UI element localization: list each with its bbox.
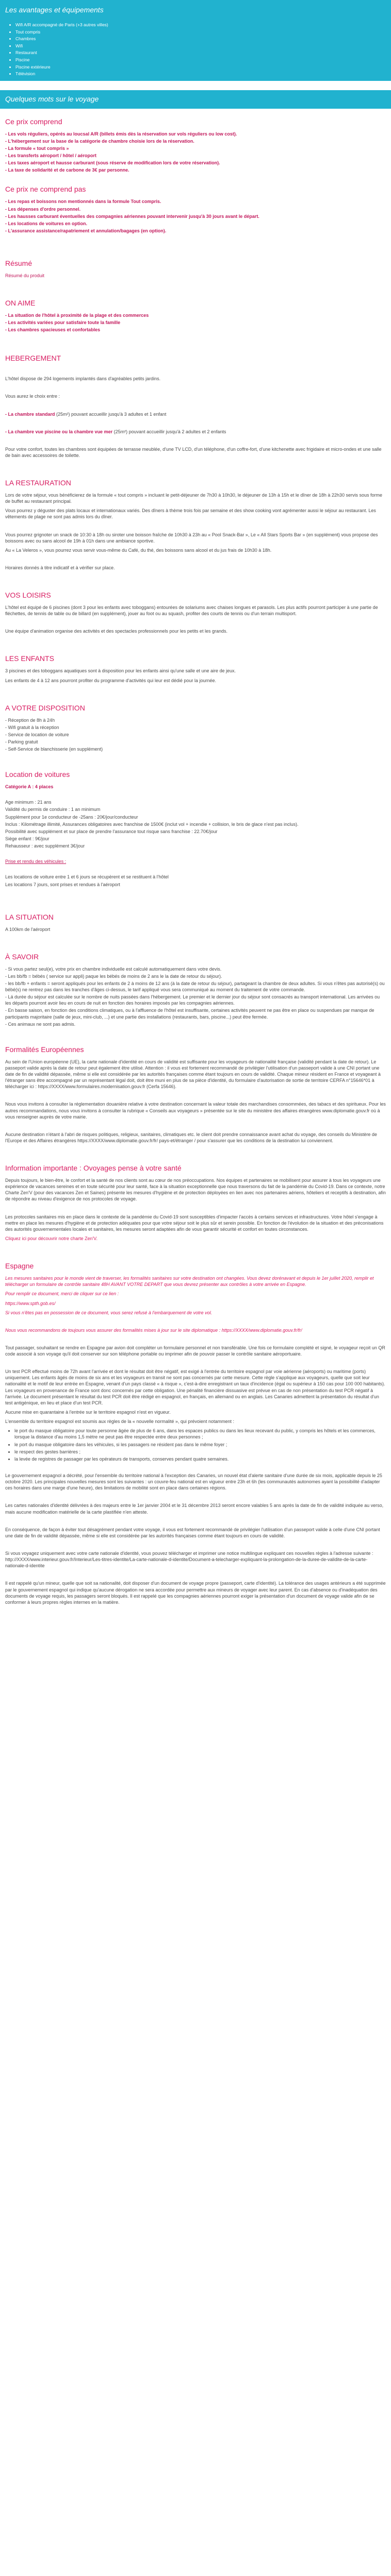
compris-item: - La taxe de solidarité et de carbone de 3€ par personne. [5,167,129,173]
formalites-p2: Nous vous invitons à consulter la réglementation douanière relative à votre destination concernant la valeur totale des marchandises consommées, des tabacs et des spiritueux. Pour les autres recommandations, nous vous invitons à consulter la rubrique « Conseils aux voyageurs » présentée sur le site du ministère des affaires étrangères www.diplomatie.gouv.fr où à vous renseigner auprès de votre mairie. [5,1101,386,1120]
location-line: Inclus : Kilométrage illimité, Assurances obligatoires avec franchise de 1500€ (inclut vol + incendie + collision, le bris de glace n'est pas inclus). [5,821,299,827]
noncompris-title: Ce prix ne comprend pas [5,185,86,194]
egypte-p6: Les cartes nationales d'identité délivrées à des majeurs entre le 1er janvier 2004 et le 31 décembre 2013 seront encore valables 5 ans après la date de fin de validité indiquée au verso, mais aucune modification matérielle de la carte plastifiée n'en atteste. [5,1503,384,1515]
egypte-bullet: • le port du masque obligatoire dans les véhicules, si les passagers ne résident pas dans le même foyer ; [14,1442,386,1448]
savoir-list [5,966,386,1027]
information-p2: Les protocoles sanitaires mis en place dans le contexte de la pandémie du Covid-19 sont susceptibles d'impacter l'accès à certains services et infrastructures. Votre hôtel s'engage à mettre en place les mesures d'hygiène et de protection adéquates pour que votre séjour soit le plus sûr et serein possible. En fonction de l'évolution de la situation et des préconisations des autorités gouvernementales locales et sanitaires, les mesures seront adaptées afin de vous garantir sécurité et confort en toutes circonstances. [5,1214,384,1232]
resume-title: Résumé [5,259,32,268]
egypte-p7: En conséquence, de façon à éviter tout désagrément pendant votre voyage, il vous est fortement recommandé de privilégier l'utilisation d'un passeport valide à celle d'une CNI portant une date de fin de validité dépassée, même si elle est considérée par les autorités françaises comme étant toujours en cours de validité. [5,1527,380,1538]
compris-list [5,131,386,174]
section-band-title: Quelques mots sur le voyage [5,95,99,104]
prevoir-item: - Réception de 8h à 24h [5,717,55,723]
noncompris-item: - Les dépenses d'ordre personnel. [5,206,81,212]
noncompris-item: - Les repas et boissons non mentionnés dans la formule Tout compris. [5,199,161,205]
location-line: Supplément pour 1e conducteur de -25ans : 20€/jour/conducteur [5,814,138,820]
egypte-warn1: Les mesures sanitaires pour le monde vient de traverser, les formalités sanitaires sur votre destination ont changées. Vous devez dorénavant et depuis le 1er juillet 2020, remplir et télécharger un formulaire de contrôle sanitaire 48H AVANT VOTRE DEPART que vous devrez présenter aux contrôles à votre arrivée en Espagne. [5,1276,374,1287]
location-pickup2: Les locations 7 jours, sont prises et rendues à l'aéroport [5,882,120,887]
onaime-title: ON AIME [5,299,36,308]
amenity-item: • Restaurant [15,49,386,57]
prevoir-item: - Wifi gratuit à la réception [5,724,59,730]
enfants-p2: Les enfants de 4 à 12 ans pourront profiter du programme d'activités qui leur est dédié pour la journée. [5,677,216,683]
formalites-p3: Aucune destination n'étant à l'abri de risques politiques, religieux, sanitaires, climatiques etc. le client doit prendre connaissance avant achat du voyage, des conseils du Ministère de l'Europe et des Affaires étrangères https://XXXX/www.diplomatie.gouv.fr/fr/ pays-et/étranger / pour s'assurer que les conditions de la destination lui conviennent. [5,1131,377,1144]
savoir-title: À SAVOIR [5,952,39,961]
loisirs-p1: L'hôtel est équipé de 6 piscines (dont 3 pour les enfants avec toboggans) entourées de solariums avec chaises longues et parasols. Les plus actifs pourront participer à une partie de fléchettes, de tennis de table ou de billard (en supplément), jouer au foot ou au squash, profiter des courts de tennis ou d'un terrain multisport. [5,605,378,617]
prevoir-list [5,717,386,753]
egypte-bullet: • le port du masque obligatoire pour toute personne âgée de plus de 6 ans, dans les espaces publics ou dans les lieux recevant du public, y compris les hôtels et les commerces, lorsque la distance d'au moins 1,5 mètre ne peut pas être respectée entre deux personnes ; [14,1428,386,1440]
onaime-item: - La situation de l'hôtel à proximité de la plage et des commerces [5,313,149,318]
location-line: Validité du permis de conduire : 1 an minimum [5,807,101,812]
noncompris-item: - Les hausses carburant éventuelles des compagnies aériennes pouvant intervenir jusqu'à 30 jours avant le départ. [5,213,259,219]
formalites-p1: Au sein de l'Union européenne (UE), la carte nationale d'identité en cours de validité est suffisante pour les voyageurs de nationalité française (validité pendant la date de retour). Le passeport valide après la date de retour peut également être utilisé. Attention : il vous est fortement recommandé de privilégier l'utilisation d'un passeport valide à une CNI portant une date de fin de validité dépassée, même si elle est considérée par les autorités françaises comme étant toujours en cours de validité. Chaque mineur résident en France et voyageant à l'étranger sans être accompagné par un représentant légal doit, doit être muni en plus de sa pièce d'identité, du formulaire d'autorisation de sortie de territoire CERFA n°15646*01 à télécharger ici : https://XXXX/www.formulaires.modernisation.gouv.fr (Cerfa 15646). [5,1059,381,1090]
location-lines [5,799,386,849]
hebergement-p4 [5,429,386,435]
compris-title: Ce prix comprend [5,117,62,126]
egypte-p3: Aucune mise en quarantaine à l'entrée sur le territoire espagnol n'est en vigueur. [5,1410,171,1415]
noncompris-item: - L'assurance assistance/rapatriement et annulation/bagages (en option). [5,228,167,233]
compris-item: - Les transferts aéroport / hôtel / aéroport [5,153,97,159]
location-pickup1: Les locations de voiture entre 1 et 6 jours se récupèrent et se restituent à l'hôtel [5,874,169,880]
information-title: Information importante : Ovoyages pense à votre santé [5,1164,182,1173]
compris-item: - La formule « tout compris » [5,145,69,151]
restauration-p5: Horaires donnés à titre indicatif et à vérifier sur place. [5,565,115,571]
egypte-title: Espagne [5,1262,34,1270]
egypte-p1: Tout passager, souhaitant se rendre en Espagne par avion doit compléter un formulaire personnel et non transférable. Une fois ce formulaire complété et signé, le voyageur reçoit un QR code associé à son voyage qu'il doit conserver sur son téléphone portable ou imprimer afin de pouvoir passer le contrôle sanitaire aéroportuaire. [5,1345,385,1357]
amenities-header [0,0,391,19]
location-subtitle: Catégorie A : 4 places [5,784,54,790]
amenity-item: • Wifi [15,43,386,50]
amenities-list-container [0,19,391,81]
section-band [0,90,391,109]
compris-item: - Les vols réguliers, opérés au loucsal A/R (billets émis dès la réservation sur vols réguliers ou low cost). [5,131,237,137]
savoir-item: - Si vous partez seul(e), votre prix en chambre individuelle est calculé automatiquement dans votre devis. [5,966,222,972]
prevoir-title: A VOTRE DISPOSITION [5,703,85,712]
restauration-p4: Au « La Veleros », vous pourrez vous servir vous-même du Café, du thé, des boissons sans alcool et du jus frais de 10h30 à 18h. [5,547,272,553]
location-pickup-title: Prise et rendu des véhicules : [5,859,67,865]
noncompris-item: - Les locations de voitures en option. [5,221,88,226]
situation-title: LA SITUATION [5,912,54,921]
location-line: Rehausseur : avec supplément 3€/jour [5,843,85,849]
hebergement-p4-rest: (25m²) pouvant accueillir jusqu'à 2 adultes et 2 enfants [112,429,226,434]
prevoir-item: - Service de location de voiture [5,732,69,737]
egypte-bullet: • la levée de registres de passager par les opérateurs de transports, conserves pendant quatre semaines. [14,1456,386,1462]
location-line: Possibilité avec supplément et sur place de prendre l'assurance tout risque sans franchise : 22.70€/jour [5,828,218,834]
hebergement-p2: Vous aurez le choix entre : [5,394,60,399]
egypte-warn2: Pour remplir ce document, merci de cliquer sur ce lien : [5,1291,119,1297]
noncompris-list [5,198,386,234]
onaime-list [5,312,386,333]
amenity-item: • Piscine extérieure [15,64,386,71]
formalites-title: Formalités Européennes [5,1045,84,1054]
content [0,117,391,1605]
information-p1: Depuis toujours, le bien-être, le confort et la santé de nos clients sont au cœur de nos préoccupations. Nos équipes et partenaires se mobilisent pour assurer à tous les voyageurs une expérience de vacances sereines et en toute sécurité pour leur santé, face à la situation exceptionnelle que nous traversons du fait de la pandémie du Covid-19. Dans ce contexte, notre Charte Zen'V (pour des vacances Zen et Saines) présente les mesures d'hygiène et de protection déployées en lien avec nos partenaires aériens, hôteliers et receptifs à destination, afin de répondre au niveau d'exigence de nos protocoles de voyage. [5,1178,386,1202]
amenity-item: • Piscine [15,57,386,64]
location-title: Location de voitures [5,770,70,779]
egypte-p2: Un test PCR effectué moins de 72h avant l'arrivée et dont le résultat doit être négatif, est exigé à l'entrée du territoire espagnol par voie aérienne (aéroports) ou maritime (ports) uniquement. Les enfants âgés de moins de six ans et les voyageurs en transit ne sont pas concernés par cette mesure. Cette règle s'applique aux voyageurs, quelle que soit leur nationalité et le motif de leur entrée en Espagne, venant d'un pays classé « à risque », c'est-à-dire enregistrant un taux d'incidence (égal ou supérieur à 150 cas pour 100 000 habitants). Les voyageurs en provenance de France sont donc concernés par cette obligation. Une pénalité financière dissuasive est prévue en cas de non présentation du test PCR négatif à l'arrivée. Le document présentant le résultat du test PCR doit être rédigé en espagnol, en français, en allemand ou en anglais. Les Canaries admettent la présentation du résultat d'un test antigénique, en lieu et place d'un test PCR. [5,1369,385,1405]
restauration-p1: Lors de votre séjour, vous bénéficierez de la formule « tout compris » incluant le petit-déjeuner de 7h30 à 10h30, le déjeuner de 13h à 15h et le dîner de 18h à 22h30 servis sous forme de buffet au restaurant principal. [5,493,382,504]
resume-text: Résumé du produit [5,273,45,278]
egypte-p9: Il est rappelé qu'un mineur, quelle que soit sa nationalité, doit disposer d'un document de voyage propre (passeport, carte d'identité). La tolérance des usages antérieurs a été supprimée par le gouvernement espagnol qui indique qu'aucune dérogation ne sera accordée pour permettre aux mineurs de voyager avec leur parent. En cas d'absence ou d'inadéquation des documents de voyage requis, les passagers seront bloqués. Il est rappelé que les compagnies aériennes pourront exiger la présentation d'un document de voyage valide afin de se conformer à leurs propres règles internes en la matière. [5,1581,386,1605]
amenity-item: • Tout compris [15,29,386,36]
restauration-title: LA RESTAURATION [5,479,71,487]
hebergement-p3 [5,411,386,417]
onaime-item: - Les chambres spacieuses et confortables [5,327,101,333]
hebergement-p1: L'hôtel dispose de 294 logements implantés dans d'agréables petits jardins. [5,376,161,382]
hebergement-p4-strong: - La chambre vue piscine ou la chambre vue mer [5,429,113,434]
savoir-item: - les bb/fb + enfants = seront appliqués pour les enfants de 2 à moins de 12 ans (à la date de retour du séjour), partageant la chambre de deux adultes. Si vous n'êtes pas autorisé(s) ou bébé(s) ne rentrez pas dans les tranches d'âges ci-dessus, le tarif appliqué vous sera communiqué au moment du traitement de votre commande. [5,980,385,993]
egypte-p8: Si vous voyagez uniquement avec votre carte nationale d'identité, vous pouvez télécharger et imprimer une notice multilingue expliquant ces nouvelles règles à l'adresse suivante : http://XXXX/www.interieur.gouv.fr/Interieur/Les-titres-identite/La-carte-nationale-d-identite/Document-a-telecharger-expliquant-la-prolongation-de-la-duree-de-validite-de-la-carte-nationale-d-identite [5,1551,373,1569]
egypte-bullet: • le respect des gestes barrières ; [14,1449,386,1455]
egypte-warn4: Si vous n'êtes pas en possession de ce document, vous serez refusé à l'embarquement de votre vol. [5,1310,213,1315]
egypte-p5: Le gouvernement espagnol a décrété, pour l'ensemble du territoire national à l'exception des Canaries, un nouvel état d'alerte sanitaire d'une durée de six mois, applicable depuis le 25 octobre 2020. Les principales nouvelles mesures sont les suivantes : un couvre-feu national est en vigueur entre 23h et 6h (les communautés autonomes ayant la possibilité d'adapter ces horaires dans une marge d'une heure), des limitations de mobilité sont en place dans certaines régions. [5,1473,382,1491]
hebergement-p5: Pour votre confort, toutes les chambres sont équipées de terrasse meublée, d'une TV LCD, d'un téléphone, d'un coffre-fort, d'une kitchenette avec frigidaire et micro-ondes et une salle de bain avec accessoires de toilette. [5,446,382,459]
egypte-link[interactable]: https://www.spth.gob.es/ [5,1300,56,1306]
compris-item: - Les taxes aéroport et hausse carburant (sous réserve de modification lors de votre réservation). [5,160,220,166]
amenities-title: Les avantages et équipements [5,5,104,14]
savoir-item: - Lá durée du séjour est calculée sur le nombre de nuits passées dans l'hébergement. Le premier et le dernier jour du séjour sont consacrés au transport international. Les arrivées ou les départs pourront avoir lieu en cours de nuit en fonction des horaires imposés par les compagnies aériennes. [5,994,380,1006]
location-line: Age minimum : 21 ans [5,800,52,805]
charter-link[interactable]: Cliquez ici pour découvrir notre charte Zen'V. [5,1236,97,1242]
enfants-p1: 3 piscines et des toboggans aquatiques sont à disposition pour les enfants ainsi qu'une salle et une aire de jeux. [5,668,236,674]
hebergement-p3-strong: - La chambre standard [5,411,55,417]
restauration-p3: Vous pourrez grignoter un snack de 10:30 à 18h ou siroter une boisson fraîche de 10h30 à 23h au « Pool Snack-Bar », Le « All Stars Sports Bar » (en supplément) vous propose des boissons avec ou sans alcool de 19h à 01h dans une ambiance sportive. [5,532,378,544]
hebergement-title: HEBERGEMENT [5,354,61,363]
egypte-warn5: Nous vous recommandons de toujours vous assurer des formalités mises à jour sur le site diplomatique : https://XXXX/www.diplomatie.gouv.fr/fr/ [5,1327,302,1333]
location-line: Siège enfant : 9€/jour [5,836,50,841]
compris-item: - L'hébergement sur la base de la catégorie de chambre choisie lors de la réservation. [5,138,194,144]
restauration-p2: Vous pourrez y déguster des plats locaux et internationaux variés. Des dîners à thème trois fois par semaine et des show cooking vont agrémenter aussi le séjour au restaurant. Les vêtements de plage ne sont pas admis lors du dîner. [5,508,376,520]
situation-p1: A 100km de l'aéroport [5,926,51,932]
enfants-title: LES ENFANTS [5,654,54,663]
amenity-item: • Wifi A/R accompagné de Paris (+3 autres villes) [15,22,386,29]
prevoir-item: - Self-Service de blanchisserie (en supplément) [5,747,103,752]
loisirs-title: VOS LOISIRS [5,591,51,600]
amenity-item: • Chambres [15,36,386,43]
hebergement-p3-rest: (25m²) pouvant accueillir jusqu'à 3 adultes et 1 enfant [55,411,167,417]
savoir-item: - Ces animaux ne sont pas admis. [5,1021,76,1027]
amenity-item: • Télévision [15,71,386,78]
onaime-item: - Les activités variées pour satisfaire toute la famille [5,320,121,326]
amenities-list [5,19,386,81]
egypte-p4: L'ensemble du territoire espagnol est soumis aux règles de la « nouvelle normalité », qui prévoient notamment : [5,1419,234,1425]
prevoir-item: - Parking gratuit [5,739,38,744]
savoir-item: - Les bb/fb = bébés ( service sur appli) paque les bébés de moins de 2 ans le la date de retour du séjour). [5,973,222,979]
loisirs-p2: Une équipe d'animation organise des activités et des spectacles professionnels pour les petits et les grands. [5,629,227,634]
egypte-bullets [5,1428,386,1462]
savoir-item: - En basse saison, en fonction des conditions climatiques, ou à l'affluence de l'hôtel est insuffisante, certaines activités peuvent ne pas être en place ou suspendues par manque de participants majoritaire (salle de jeux, mini-club, ...) et une partie des installations (restaurants, bars, piscine...) peut être fermée. [5,1008,374,1020]
